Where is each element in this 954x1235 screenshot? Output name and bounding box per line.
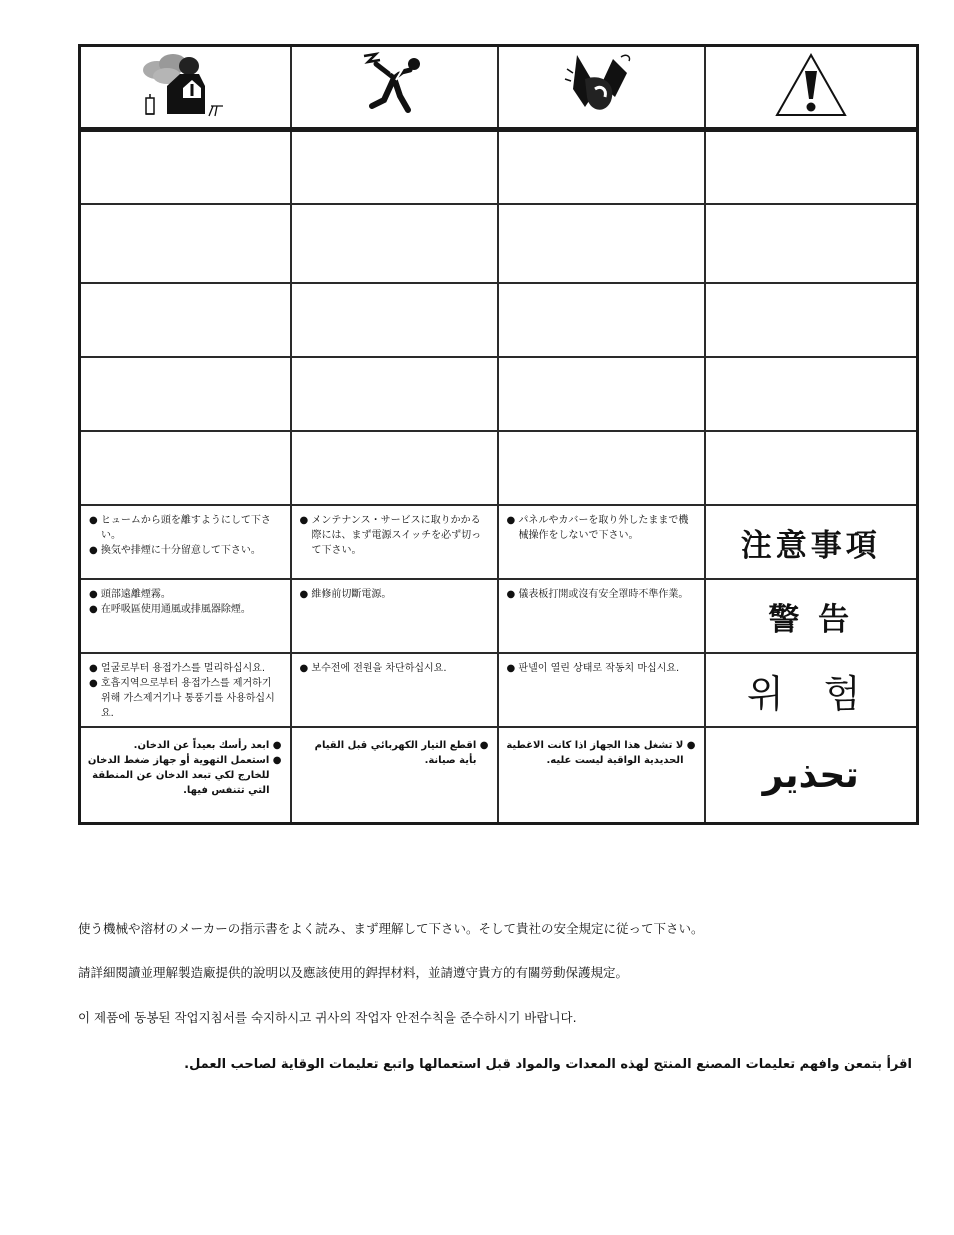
- warning-triangle-icon: [773, 51, 849, 119]
- korean-shock-cell: [291, 653, 498, 727]
- blank-cell: [291, 357, 498, 431]
- chinese-heading-cell: [705, 579, 918, 653]
- blank-cell: [80, 357, 291, 431]
- blank-row-3: [80, 283, 918, 357]
- blank-row-1: [80, 130, 918, 205]
- chinese-fumes-cell: [80, 579, 291, 653]
- blank-row-2: [80, 204, 918, 283]
- korean-panels-cell: [498, 653, 705, 727]
- blank-cell: [498, 204, 705, 283]
- blank-cell: [705, 431, 918, 505]
- blank-cell: [705, 204, 918, 283]
- blank-cell: [80, 130, 291, 205]
- korean-heading-cell: [705, 653, 918, 727]
- fume-hazard-icon: [137, 50, 233, 120]
- blank-cell: [291, 431, 498, 505]
- blank-cell: [498, 130, 705, 205]
- list-item: ● パネルやカバーを取り外したままで機械操作をしないで下さい。: [506, 515, 689, 541]
- korean-fumes-cell: [80, 653, 291, 727]
- blank-cell: [498, 431, 705, 505]
- list-item: ● 판넬이 열린 상태로 작동치 마십시요.: [506, 663, 680, 674]
- korean-row: [80, 653, 918, 727]
- list-item: ● ابعد رأسك بعيداً عن الدخان.: [133, 740, 282, 751]
- list-item: ● 얼굴로부터 용접가스를 멀리하십시요.: [89, 663, 266, 674]
- blank-cell: [291, 283, 498, 357]
- chinese-note: 請詳細閱讀並理解製造廠提供的說明以及應該使用的銲捍材料，並請遵守貴方的有關勞動保護規定。: [78, 965, 629, 980]
- blank-cell: [291, 130, 498, 205]
- blank-cell: [80, 283, 291, 357]
- arabic-panels-cell: [498, 727, 705, 824]
- blank-cell: [498, 283, 705, 357]
- icon-row: [80, 46, 918, 130]
- shock-icon-cell: [291, 46, 498, 130]
- list-item: ● メンテナンス・サービスに取りかかる際には、まず電源スイッチを必ず切って下さい。: [299, 515, 482, 556]
- korean-note: 이 제품에 동봉된 작업지침서를 숙지하시고 귀사의 작업자 안전수칙을 준수하시기 바랍니다.: [78, 1010, 577, 1025]
- list-item: ● 在呼吸區使用通風或排風器除煙。: [89, 604, 251, 615]
- list-item: ● 維修前切斷電源。: [299, 589, 392, 600]
- arabic-heading-cell: [705, 727, 918, 824]
- warning-icon-cell: [705, 46, 918, 130]
- arabic-note: اقرأ بتمعن وافهم تعليمات المصنع المنتج لهذه المعدات والمواد قبل استعمالها واتبع تعليمات الوقاية لصاحب العمل.: [184, 1057, 912, 1072]
- multilingual-warning-table: [78, 44, 919, 825]
- fume-icon-cell: [80, 46, 291, 130]
- japanese-row: [80, 505, 918, 579]
- japanese-fumes-cell: [80, 505, 291, 579]
- japanese-shock-cell: [291, 505, 498, 579]
- arabic-shock-cell: [291, 727, 498, 824]
- list-item: ● 換気や排煙に十分留意して下さい。: [89, 545, 261, 556]
- list-item: ● 頭部遠離煙霧。: [89, 589, 171, 600]
- arabic-heading: تحذير: [762, 754, 859, 796]
- blank-cell: [705, 283, 918, 357]
- japanese-heading-cell: [705, 505, 918, 579]
- blank-row-5: [80, 431, 918, 505]
- list-item: ● 보수전에 전원을 차단하십시요.: [299, 663, 447, 674]
- korean-heading: 위 험: [747, 671, 875, 716]
- blank-cell: [705, 357, 918, 431]
- japanese-heading: 注意事項: [740, 527, 881, 564]
- list-item: ● استعمل التهوية أو جهاز ضغط الدخان للخارج لكي تبعد الدخان عن المنطقة التي تتنفس فيها.: [87, 755, 282, 796]
- list-item: ● لا تشغل هذا الجهاز اذا كانت الاغطية الحديدية الواقية ليست عليه.: [506, 740, 696, 766]
- chinese-panels-cell: [498, 579, 705, 653]
- blank-cell: [291, 204, 498, 283]
- list-item: ● 호흡지역으로부터 용접가스를 제거하기 위해 가스제거기나 통풍기를 사용하십시요.: [89, 678, 275, 719]
- blank-cell: [705, 130, 918, 205]
- blank-row-4: [80, 357, 918, 431]
- blank-cell: [80, 431, 291, 505]
- electric-shock-icon: [354, 50, 434, 120]
- chinese-row: [80, 579, 918, 653]
- chinese-shock-cell: [291, 579, 498, 653]
- chinese-heading: 警 告: [768, 601, 854, 638]
- blank-cell: [498, 357, 705, 431]
- arabic-row: [80, 727, 918, 824]
- blank-cell: [80, 204, 291, 283]
- list-item: ● ヒュームから頭を離すようにして下さい。: [89, 515, 271, 541]
- japanese-panels-cell: [498, 505, 705, 579]
- moving-parts-icon-cell: [498, 46, 705, 130]
- moving-parts-hazard-icon: [561, 49, 641, 121]
- arabic-fumes-cell: [80, 727, 291, 824]
- japanese-note: 使う機械や溶材のメーカーの指示書をよく読み、まず理解して下さい。そして貴社の安全規定に従って下さい。: [78, 921, 704, 936]
- list-item: ● 儀表板打開或沒有安全罩時不準作業。: [506, 589, 689, 600]
- list-item: ● اقطع التيار الكهربائي قبل القيام بأية صيانة.: [314, 740, 489, 766]
